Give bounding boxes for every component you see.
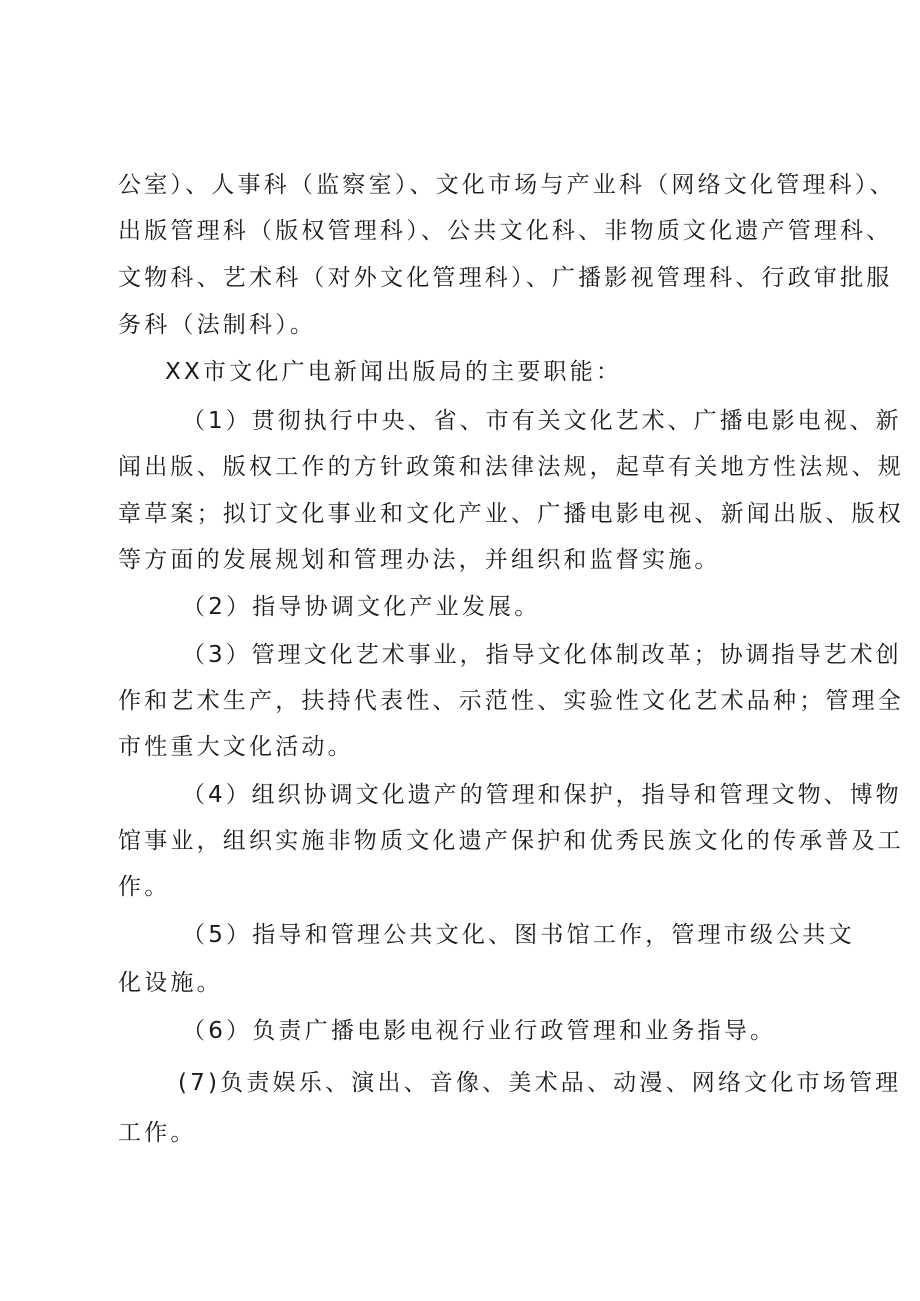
paragraph-9-line-1: (7)负责娱乐、演出、音像、美术品、动漫、网络文化市场管理 [178,1070,902,1096]
paragraph-4-line-1: （2）指导协调文化产业发展。 [182,594,541,620]
paragraph-6-line-2: 馆事业，组织实施非物质文化遗产保护和优秀民族文化的传承普及工 [118,828,904,854]
paragraph-3-line-1: （1）贯彻执行中央、省、市有关文化艺术、广播电影电视、新 [182,408,902,434]
paragraph-5-line-1: （3）管理文化艺术事业，指导文化体制改革；协调指导艺术创 [182,642,902,668]
paragraph-1-line-3: 文物科、艺术科（对外文化管理科）、广播影视管理科、行政审批服 [118,265,893,291]
paragraph-9-line-2: 工作。 [118,1120,197,1146]
paragraph-1-line-2: 出版管理科（版权管理科）、公共文化科、非物质文化遗产管理科、 [118,218,893,244]
paragraph-7-line-2: 化设施。 [118,970,223,996]
paragraph-6-line-1: （4）组织协调文化遗产的管理和保护，指导和管理文物、博物 [182,782,902,808]
paragraph-1-line-1: 公室）、人事科（监察室）、文化市场与产业科（网络文化管理科）、 [118,172,896,198]
paragraph-8-line-1: （6）负责广播电影电视行业行政管理和业务指导。 [182,1018,777,1044]
paragraph-3-line-2: 闻出版、版权工作的方针政策和法律法规，起草有关地方性法规、规 [118,454,904,480]
paragraph-2-line-1: XX市文化广电新闻出版局的主要职能： [165,359,623,385]
paragraph-3-line-4: 等方面的发展规划和管理办法，并组织和监督实施。 [118,547,721,573]
paragraph-5-line-3: 市性重大文化活动。 [118,734,354,760]
paragraph-5-line-2: 作和艺术生产，扶持代表性、示范性、实验性文化艺术品种；管理全 [118,688,904,714]
paragraph-3-line-3: 章草案；拟订文化事业和文化产业、广播电影电视、新闻出版、版权 [118,501,904,527]
paragraph-7-line-1: （5）指导和管理公共文化、图书馆工作，管理市级公共文 [182,922,855,948]
paragraph-6-line-3: 作。 [118,874,171,900]
paragraph-1-line-4: 务科（法制科）。 [118,312,317,338]
